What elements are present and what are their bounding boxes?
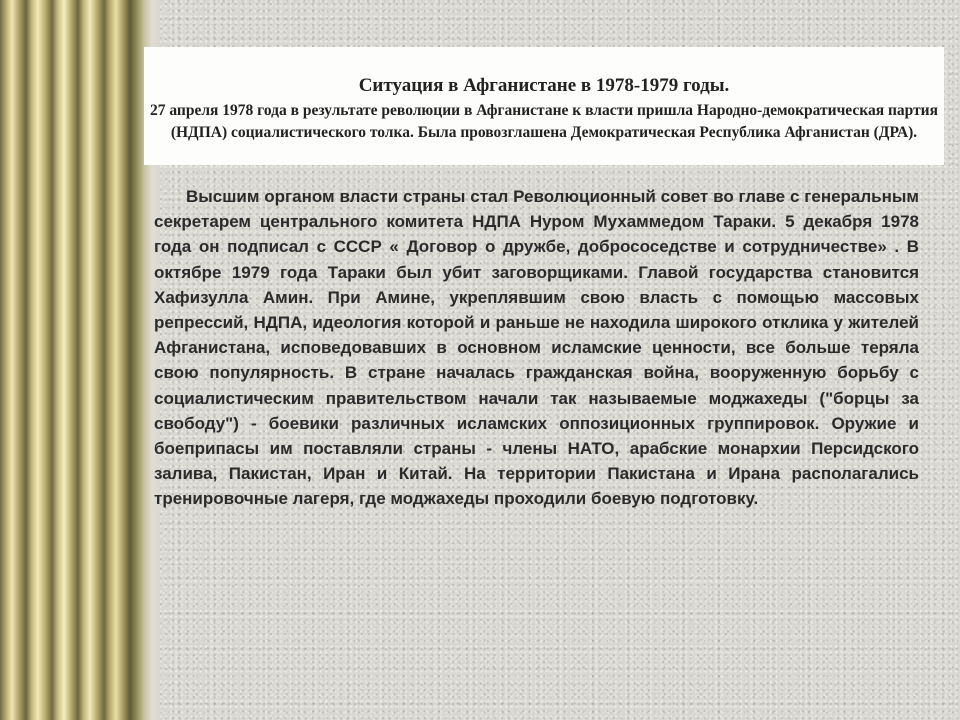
decorative-gold-pillar xyxy=(0,0,160,720)
slide-subtitle: 27 апреля 1978 года в результате революции в Афганистане к власти пришла Народно-демократическая партия (НДПА) социалистического толка. Была провозглашена Демократическая Республика Афганистан (ДРА). xyxy=(149,102,938,141)
body-paragraph: Высшим органом власти страны стал Революционный совет во главе с генеральным секретарем центрального комитета НДПА Нуром Мухаммедом Тараки. 5 декабря 1978 года он подписал с СССР « Договор о дружбе, добрососедстве и сотрудничестве» . В октябре 1979 года Тараки был убит заговорщиками. Главой государства становится Хафизулла Амин. При Амине, укреплявшим свою власть с помощью массовых репрессий, НДПА, идеология которой и раньше не находила широкого отклика у жителей Афганистана, исповедовавших в основном исламские ценности, все больше теряла свою популярность. В стране началась гражданская война, вооруженную борьбу с социалистическим правительством начали так называемые моджахеды ("борцы за свободу") - боевики различных исламских оппозиционных группировок. Оружие и боеприпасы им поставляли страны - члены НАТО, арабские монархии Персидского залива, Пакистан, Иран и Китай. На территории Пакистана и Ирана располагались тренировочные лагеря, где моджахеды проходили боевую подготовку. xyxy=(154,187,919,509)
title-panel xyxy=(144,47,944,165)
slide-title: Ситуация в Афганистане в 1978-1979 годы. xyxy=(358,75,730,96)
